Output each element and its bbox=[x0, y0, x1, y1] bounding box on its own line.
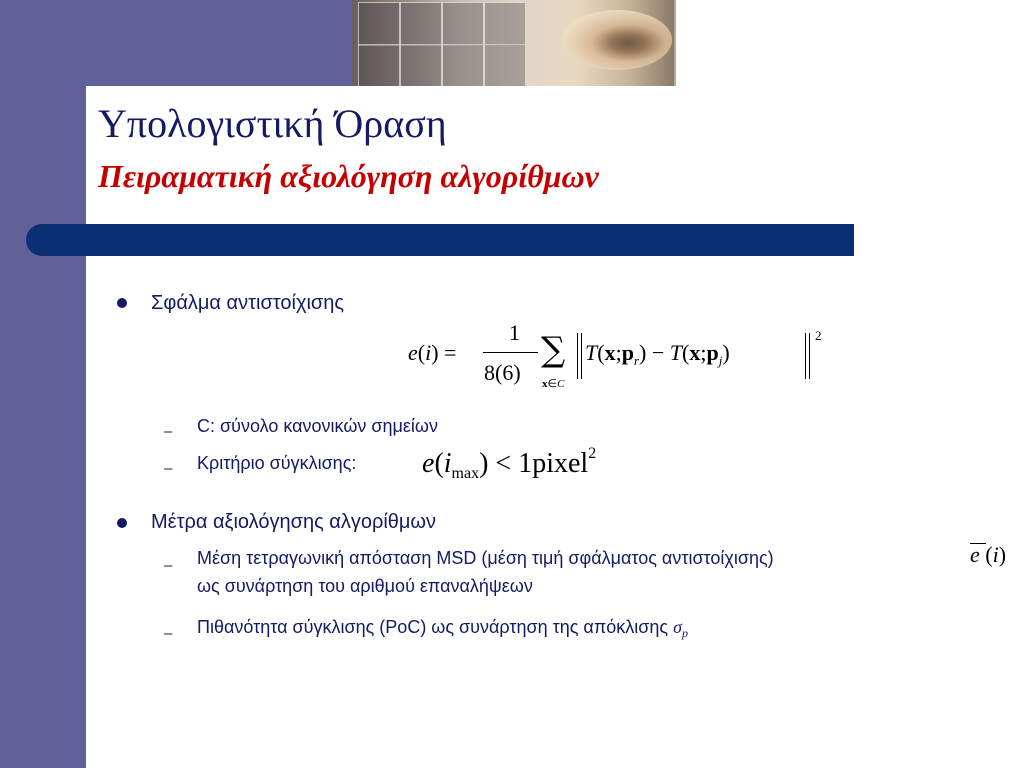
convergence-formula: $e(i_{max})$ < 1pixel$^2$ bbox=[422, 445, 597, 482]
collage-tile bbox=[484, 2, 526, 46]
norm-bar bbox=[577, 333, 578, 379]
sub-bullet-dash: – bbox=[164, 460, 173, 477]
summation-index: x∈C bbox=[542, 378, 565, 390]
eye-image bbox=[562, 10, 672, 70]
bullet-1-label: Σφάλμα αντιστοίχισης bbox=[151, 292, 345, 314]
norm-bar bbox=[581, 333, 582, 379]
slide-title: Υπολογιστική Όραση bbox=[98, 101, 447, 146]
sub-bullet-dash: – bbox=[164, 557, 173, 574]
top-decorative-band bbox=[0, 0, 352, 86]
slide-subtitle: Πειραματική αξιολόγηση αλγορίθμων bbox=[98, 158, 599, 194]
formula-body: $T(x;p_r)$ − $T(x;p_j)$ bbox=[585, 340, 730, 368]
formula-denominator: 8(6) bbox=[484, 360, 521, 385]
sub-bullet-dash: – bbox=[164, 423, 173, 440]
collage-tile bbox=[400, 2, 442, 46]
formula-exponent: 2 bbox=[815, 328, 822, 343]
collage-tile bbox=[442, 2, 484, 46]
sigma-subscript: p bbox=[681, 626, 688, 640]
sub-bullet-canonical-points: C: σύνολο κανονικών σημείων bbox=[197, 416, 438, 436]
sigma-symbol: σ bbox=[673, 617, 682, 637]
collage-tile bbox=[484, 44, 526, 86]
norm-bar bbox=[805, 333, 806, 379]
collage-tile bbox=[358, 2, 400, 46]
fraction-line bbox=[483, 352, 538, 353]
collage-tile bbox=[400, 44, 442, 86]
msd-formula: e (i) bbox=[970, 542, 1007, 567]
formula-lhs: e(i) = bbox=[408, 340, 457, 365]
title-divider-bar bbox=[26, 224, 854, 256]
bullet-dot-icon bbox=[117, 298, 127, 308]
sub-bullet-convergence-criterion: Κριτήριο σύγκλισης: bbox=[197, 453, 357, 473]
bullet-dot-icon bbox=[117, 518, 127, 528]
sub-bullet-dash: – bbox=[164, 625, 173, 642]
sub-bullet-poc-label: Πιθανότητα σύγκλισης (PoC) ως συνάρτηση της απόκλισης bbox=[197, 617, 669, 637]
sub-bullet-msd-line2: ως συνάρτηση του αριθμού επαναλήψεων bbox=[197, 576, 533, 596]
collage-tile bbox=[442, 44, 484, 86]
sub-bullet-poc bbox=[197, 617, 688, 640]
left-decorative-band bbox=[0, 0, 86, 768]
summation-symbol: ∑ bbox=[541, 330, 566, 370]
header-photo-collage bbox=[352, 0, 674, 86]
collage-tile bbox=[358, 44, 400, 86]
formula-numerator: 1 bbox=[509, 320, 520, 345]
bullet-2-label: Μέτρα αξιολόγησης αλγορίθμων bbox=[151, 511, 437, 533]
sub-bullet-msd: Μέση τετραγωνική απόσταση MSD (μέση τιμή σφάλματος αντιστοίχισης) bbox=[197, 548, 774, 568]
collage-edge bbox=[674, 0, 676, 86]
norm-bar bbox=[809, 333, 810, 379]
